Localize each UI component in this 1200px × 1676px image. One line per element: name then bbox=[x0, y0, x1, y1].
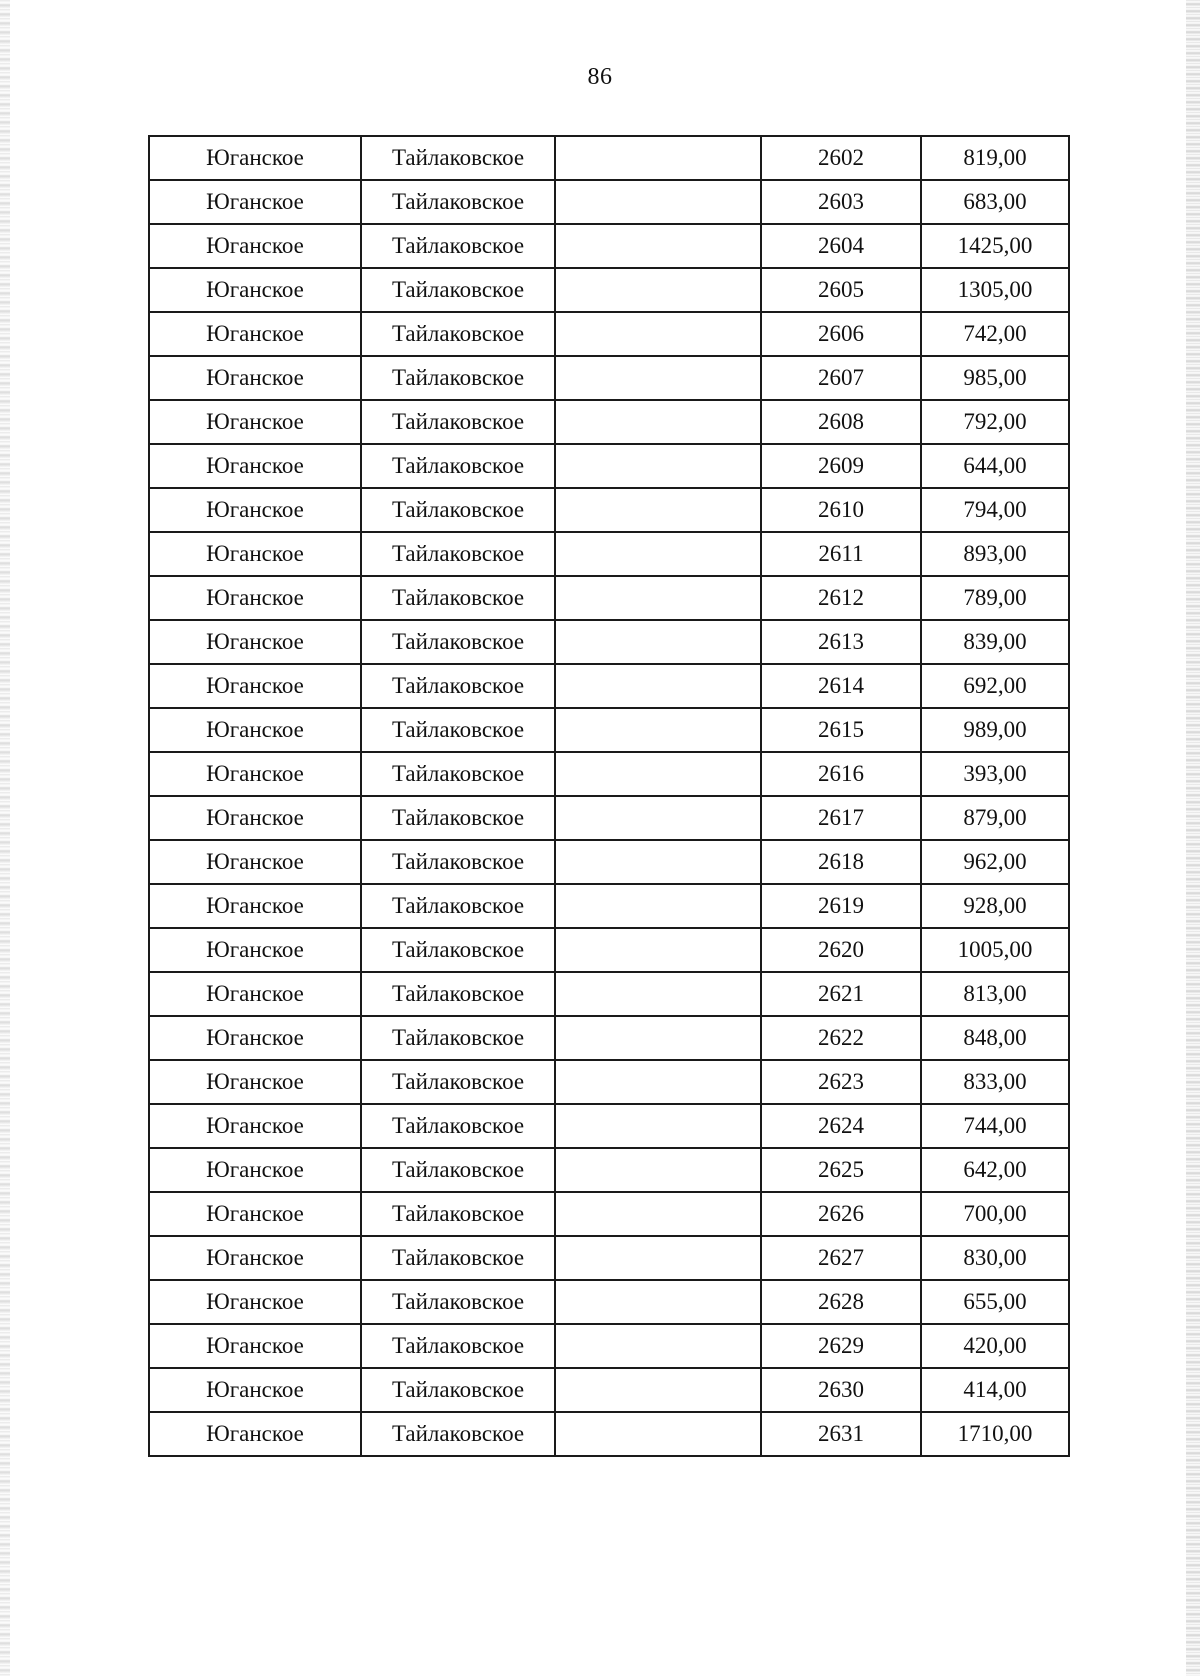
value-cell: 848,00 bbox=[921, 1016, 1069, 1060]
field-cell: Юганское bbox=[149, 1236, 361, 1280]
deposit-cell: Тайлаковское bbox=[361, 752, 555, 796]
table-row bbox=[149, 444, 1069, 488]
note-cell bbox=[555, 180, 761, 224]
field-cell: Юганское bbox=[149, 180, 361, 224]
table-row bbox=[149, 576, 1069, 620]
field-cell: Юганское bbox=[149, 1148, 361, 1192]
plot-number-cell: 2618 bbox=[761, 840, 921, 884]
note-cell bbox=[555, 620, 761, 664]
note-cell bbox=[555, 972, 761, 1016]
note-cell bbox=[555, 356, 761, 400]
plot-number-cell: 2614 bbox=[761, 664, 921, 708]
table-row bbox=[149, 664, 1069, 708]
deposit-cell: Тайлаковское bbox=[361, 1412, 555, 1456]
table-row bbox=[149, 312, 1069, 356]
deposit-cell: Тайлаковское bbox=[361, 356, 555, 400]
table-row bbox=[149, 884, 1069, 928]
value-cell: 789,00 bbox=[921, 576, 1069, 620]
plot-number-cell: 2607 bbox=[761, 356, 921, 400]
value-cell: 813,00 bbox=[921, 972, 1069, 1016]
field-cell: Юганское bbox=[149, 576, 361, 620]
note-cell bbox=[555, 928, 761, 972]
field-cell: Юганское bbox=[149, 928, 361, 972]
note-cell bbox=[555, 532, 761, 576]
table-row bbox=[149, 268, 1069, 312]
field-cell: Юганское bbox=[149, 752, 361, 796]
deposit-cell: Тайлаковское bbox=[361, 268, 555, 312]
deposit-cell: Тайлаковское bbox=[361, 1368, 555, 1412]
table-row bbox=[149, 224, 1069, 268]
plot-number-cell: 2624 bbox=[761, 1104, 921, 1148]
field-cell: Юганское bbox=[149, 1280, 361, 1324]
deposit-cell: Тайлаковское bbox=[361, 840, 555, 884]
note-cell bbox=[555, 664, 761, 708]
deposit-cell: Тайлаковское bbox=[361, 224, 555, 268]
deposit-cell: Тайлаковское bbox=[361, 884, 555, 928]
deposit-cell: Тайлаковское bbox=[361, 1192, 555, 1236]
table-row bbox=[149, 1148, 1069, 1192]
plot-number-cell: 2623 bbox=[761, 1060, 921, 1104]
plot-number-cell: 2621 bbox=[761, 972, 921, 1016]
field-cell: Юганское bbox=[149, 708, 361, 752]
plot-number-cell: 2613 bbox=[761, 620, 921, 664]
plot-number-cell: 2609 bbox=[761, 444, 921, 488]
table-row bbox=[149, 1104, 1069, 1148]
field-cell: Юганское bbox=[149, 224, 361, 268]
value-cell: 819,00 bbox=[921, 136, 1069, 180]
deposit-cell: Тайлаковское bbox=[361, 1016, 555, 1060]
field-cell: Юганское bbox=[149, 488, 361, 532]
table-row bbox=[149, 1368, 1069, 1412]
value-cell: 393,00 bbox=[921, 752, 1069, 796]
table-row bbox=[149, 1324, 1069, 1368]
note-cell bbox=[555, 488, 761, 532]
note-cell bbox=[555, 444, 761, 488]
plot-number-cell: 2603 bbox=[761, 180, 921, 224]
value-cell: 414,00 bbox=[921, 1368, 1069, 1412]
table-row bbox=[149, 620, 1069, 664]
value-cell: 420,00 bbox=[921, 1324, 1069, 1368]
table-row bbox=[149, 400, 1069, 444]
table-row bbox=[149, 928, 1069, 972]
table-row bbox=[149, 532, 1069, 576]
plot-number-cell: 2620 bbox=[761, 928, 921, 972]
note-cell bbox=[555, 1236, 761, 1280]
table-row bbox=[149, 136, 1069, 180]
plot-number-cell: 2626 bbox=[761, 1192, 921, 1236]
note-cell bbox=[555, 840, 761, 884]
table-row bbox=[149, 1060, 1069, 1104]
deposit-cell: Тайлаковское bbox=[361, 1104, 555, 1148]
field-cell: Юганское bbox=[149, 1324, 361, 1368]
page-number: 86 bbox=[587, 64, 613, 90]
field-cell: Юганское bbox=[149, 532, 361, 576]
plot-number-cell: 2604 bbox=[761, 224, 921, 268]
note-cell bbox=[555, 1368, 761, 1412]
plot-number-cell: 2605 bbox=[761, 268, 921, 312]
table-row bbox=[149, 1016, 1069, 1060]
plot-number-cell: 2611 bbox=[761, 532, 921, 576]
deposit-cell: Тайлаковское bbox=[361, 1280, 555, 1324]
table-row bbox=[149, 796, 1069, 840]
value-cell: 692,00 bbox=[921, 664, 1069, 708]
plot-number-cell: 2622 bbox=[761, 1016, 921, 1060]
field-cell: Юганское bbox=[149, 136, 361, 180]
note-cell bbox=[555, 796, 761, 840]
note-cell bbox=[555, 1280, 761, 1324]
value-cell: 683,00 bbox=[921, 180, 1069, 224]
plot-number-cell: 2606 bbox=[761, 312, 921, 356]
plot-number-cell: 2608 bbox=[761, 400, 921, 444]
table-row bbox=[149, 1280, 1069, 1324]
value-cell: 879,00 bbox=[921, 796, 1069, 840]
plot-number-cell: 2628 bbox=[761, 1280, 921, 1324]
deposit-cell: Тайлаковское bbox=[361, 576, 555, 620]
plot-number-cell: 2602 bbox=[761, 136, 921, 180]
field-cell: Юганское bbox=[149, 1060, 361, 1104]
value-cell: 989,00 bbox=[921, 708, 1069, 752]
value-cell: 830,00 bbox=[921, 1236, 1069, 1280]
table-row bbox=[149, 180, 1069, 224]
value-cell: 1305,00 bbox=[921, 268, 1069, 312]
value-cell: 833,00 bbox=[921, 1060, 1069, 1104]
value-cell: 1425,00 bbox=[921, 224, 1069, 268]
field-cell: Юганское bbox=[149, 796, 361, 840]
plot-number-cell: 2615 bbox=[761, 708, 921, 752]
value-cell: 792,00 bbox=[921, 400, 1069, 444]
field-cell: Юганское bbox=[149, 1412, 361, 1456]
deposit-cell: Тайлаковское bbox=[361, 180, 555, 224]
deposit-cell: Тайлаковское bbox=[361, 1060, 555, 1104]
value-cell: 1710,00 bbox=[921, 1412, 1069, 1456]
value-cell: 794,00 bbox=[921, 488, 1069, 532]
value-cell: 839,00 bbox=[921, 620, 1069, 664]
table-row bbox=[149, 488, 1069, 532]
note-cell bbox=[555, 1060, 761, 1104]
plot-number-cell: 2619 bbox=[761, 884, 921, 928]
table-row bbox=[149, 840, 1069, 884]
field-cell: Юганское bbox=[149, 356, 361, 400]
value-cell: 928,00 bbox=[921, 884, 1069, 928]
scan-edge-right bbox=[1186, 0, 1200, 1676]
deposit-cell: Тайлаковское bbox=[361, 136, 555, 180]
deposit-cell: Тайлаковское bbox=[361, 708, 555, 752]
plot-number-cell: 2630 bbox=[761, 1368, 921, 1412]
value-cell: 742,00 bbox=[921, 312, 1069, 356]
value-cell: 700,00 bbox=[921, 1192, 1069, 1236]
note-cell bbox=[555, 1104, 761, 1148]
field-cell: Юганское bbox=[149, 312, 361, 356]
field-cell: Юганское bbox=[149, 1192, 361, 1236]
field-cell: Юганское bbox=[149, 400, 361, 444]
deposit-cell: Тайлаковское bbox=[361, 1324, 555, 1368]
value-cell: 744,00 bbox=[921, 1104, 1069, 1148]
deposit-cell: Тайлаковское bbox=[361, 400, 555, 444]
deposit-cell: Тайлаковское bbox=[361, 928, 555, 972]
value-cell: 1005,00 bbox=[921, 928, 1069, 972]
scan-edge-left bbox=[0, 0, 10, 1676]
value-cell: 893,00 bbox=[921, 532, 1069, 576]
value-cell: 655,00 bbox=[921, 1280, 1069, 1324]
field-cell: Юганское bbox=[149, 972, 361, 1016]
value-cell: 985,00 bbox=[921, 356, 1069, 400]
plot-number-cell: 2610 bbox=[761, 488, 921, 532]
field-cell: Юганское bbox=[149, 1104, 361, 1148]
field-cell: Юганское bbox=[149, 1368, 361, 1412]
field-cell: Юганское bbox=[149, 884, 361, 928]
plot-number-cell: 2631 bbox=[761, 1412, 921, 1456]
note-cell bbox=[555, 312, 761, 356]
note-cell bbox=[555, 1324, 761, 1368]
note-cell bbox=[555, 884, 761, 928]
note-cell bbox=[555, 752, 761, 796]
value-cell: 642,00 bbox=[921, 1148, 1069, 1192]
note-cell bbox=[555, 1192, 761, 1236]
plot-number-cell: 2627 bbox=[761, 1236, 921, 1280]
note-cell bbox=[555, 136, 761, 180]
note-cell bbox=[555, 1148, 761, 1192]
note-cell bbox=[555, 576, 761, 620]
field-cell: Юганское bbox=[149, 1016, 361, 1060]
registry-table bbox=[148, 135, 1070, 1457]
value-cell: 962,00 bbox=[921, 840, 1069, 884]
table-row bbox=[149, 1236, 1069, 1280]
plot-number-cell: 2616 bbox=[761, 752, 921, 796]
deposit-cell: Тайлаковское bbox=[361, 312, 555, 356]
table-row bbox=[149, 356, 1069, 400]
table-row bbox=[149, 1412, 1069, 1456]
table-body bbox=[149, 136, 1069, 1456]
deposit-cell: Тайлаковское bbox=[361, 796, 555, 840]
field-cell: Юганское bbox=[149, 664, 361, 708]
table-row bbox=[149, 1192, 1069, 1236]
deposit-cell: Тайлаковское bbox=[361, 1148, 555, 1192]
deposit-cell: Тайлаковское bbox=[361, 532, 555, 576]
field-cell: Юганское bbox=[149, 268, 361, 312]
deposit-cell: Тайлаковское bbox=[361, 972, 555, 1016]
plot-number-cell: 2625 bbox=[761, 1148, 921, 1192]
field-cell: Юганское bbox=[149, 840, 361, 884]
deposit-cell: Тайлаковское bbox=[361, 664, 555, 708]
deposit-cell: Тайлаковское bbox=[361, 1236, 555, 1280]
note-cell bbox=[555, 268, 761, 312]
field-cell: Юганское bbox=[149, 444, 361, 488]
table-row bbox=[149, 972, 1069, 1016]
plot-number-cell: 2617 bbox=[761, 796, 921, 840]
table-row bbox=[149, 708, 1069, 752]
plot-number-cell: 2629 bbox=[761, 1324, 921, 1368]
deposit-cell: Тайлаковское bbox=[361, 488, 555, 532]
plot-number-cell: 2612 bbox=[761, 576, 921, 620]
field-cell: Юганское bbox=[149, 620, 361, 664]
note-cell bbox=[555, 400, 761, 444]
note-cell bbox=[555, 224, 761, 268]
note-cell bbox=[555, 1412, 761, 1456]
deposit-cell: Тайлаковское bbox=[361, 620, 555, 664]
value-cell: 644,00 bbox=[921, 444, 1069, 488]
table-row bbox=[149, 752, 1069, 796]
note-cell bbox=[555, 708, 761, 752]
deposit-cell: Тайлаковское bbox=[361, 444, 555, 488]
note-cell bbox=[555, 1016, 761, 1060]
